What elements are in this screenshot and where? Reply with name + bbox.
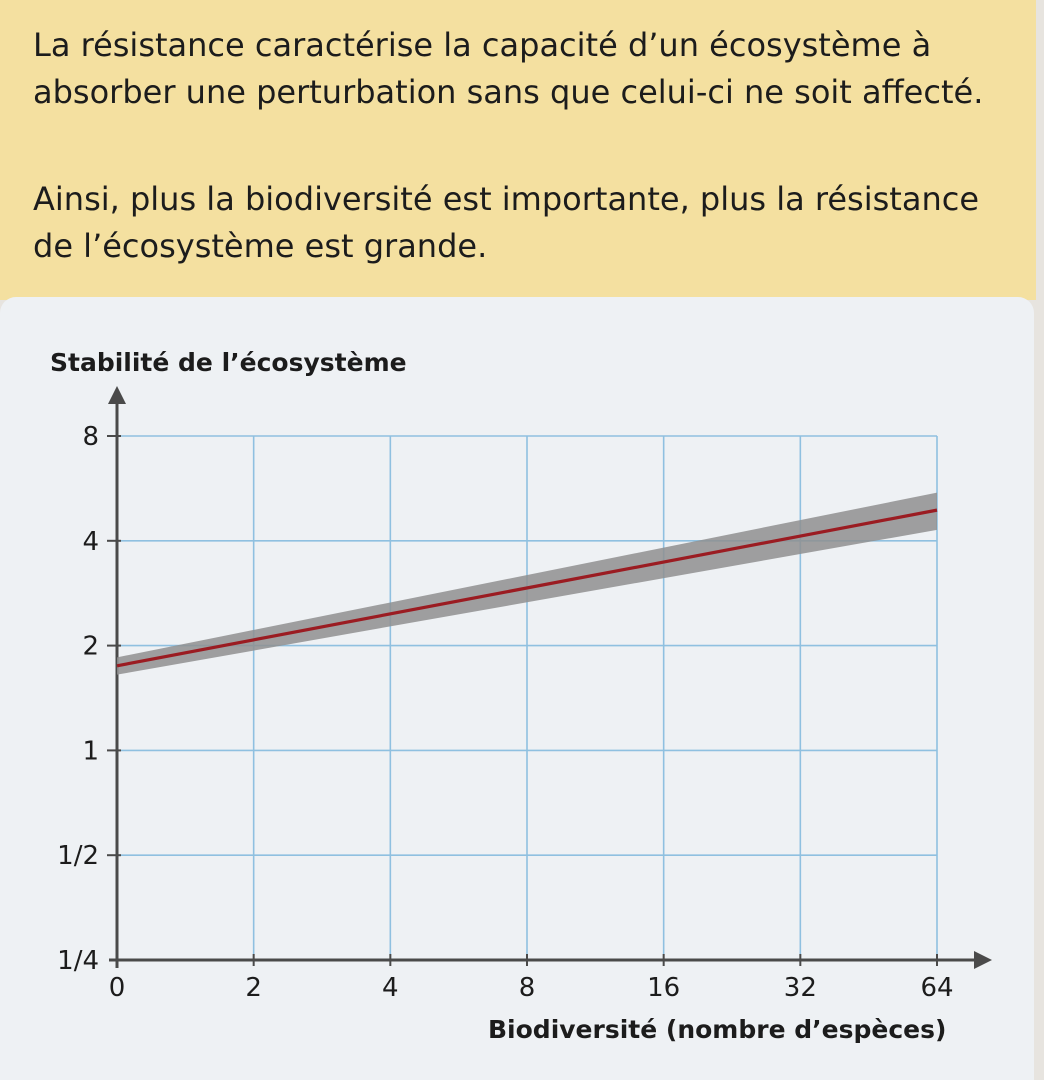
x-tick-label: 0 xyxy=(108,973,126,1003)
y-tick-label: 1 xyxy=(82,736,99,767)
y-tick-label: 4 xyxy=(82,526,99,557)
x-tick-label: 32 xyxy=(783,973,817,1003)
y-axis-arrow xyxy=(108,386,126,404)
y-tick-label: 8 xyxy=(82,422,99,452)
definition-paragraph: La résistance caractérise la capacité d’un écosystème à absorber une perturbation sans que celui-ci ne soit affecté. xyxy=(33,26,984,111)
chart-ticks xyxy=(57,422,953,1003)
y-tick-label: 1/2 xyxy=(57,841,99,872)
x-tick-label: 4 xyxy=(382,973,399,1003)
x-tick-label: 8 xyxy=(518,973,536,1003)
y-tick-label: 1/4 xyxy=(57,946,99,976)
x-axis-arrow xyxy=(974,951,992,969)
x-tick-label: 16 xyxy=(647,973,681,1003)
x-tick-label: 2 xyxy=(245,973,262,1003)
x-tick-label: 64 xyxy=(920,973,954,1003)
y-tick-label: 2 xyxy=(82,631,99,662)
chart-grid xyxy=(117,436,937,960)
y-axis-label: Stabilité de l’écosystème xyxy=(50,348,407,377)
x-axis-label: Biodiversité (nombre d’espèces) xyxy=(488,1015,947,1044)
conclusion-paragraph: Ainsi, plus la biodiversité est importante, plus la résistance de l’écosystème est grande. xyxy=(33,180,979,265)
chart-axes xyxy=(107,386,992,969)
